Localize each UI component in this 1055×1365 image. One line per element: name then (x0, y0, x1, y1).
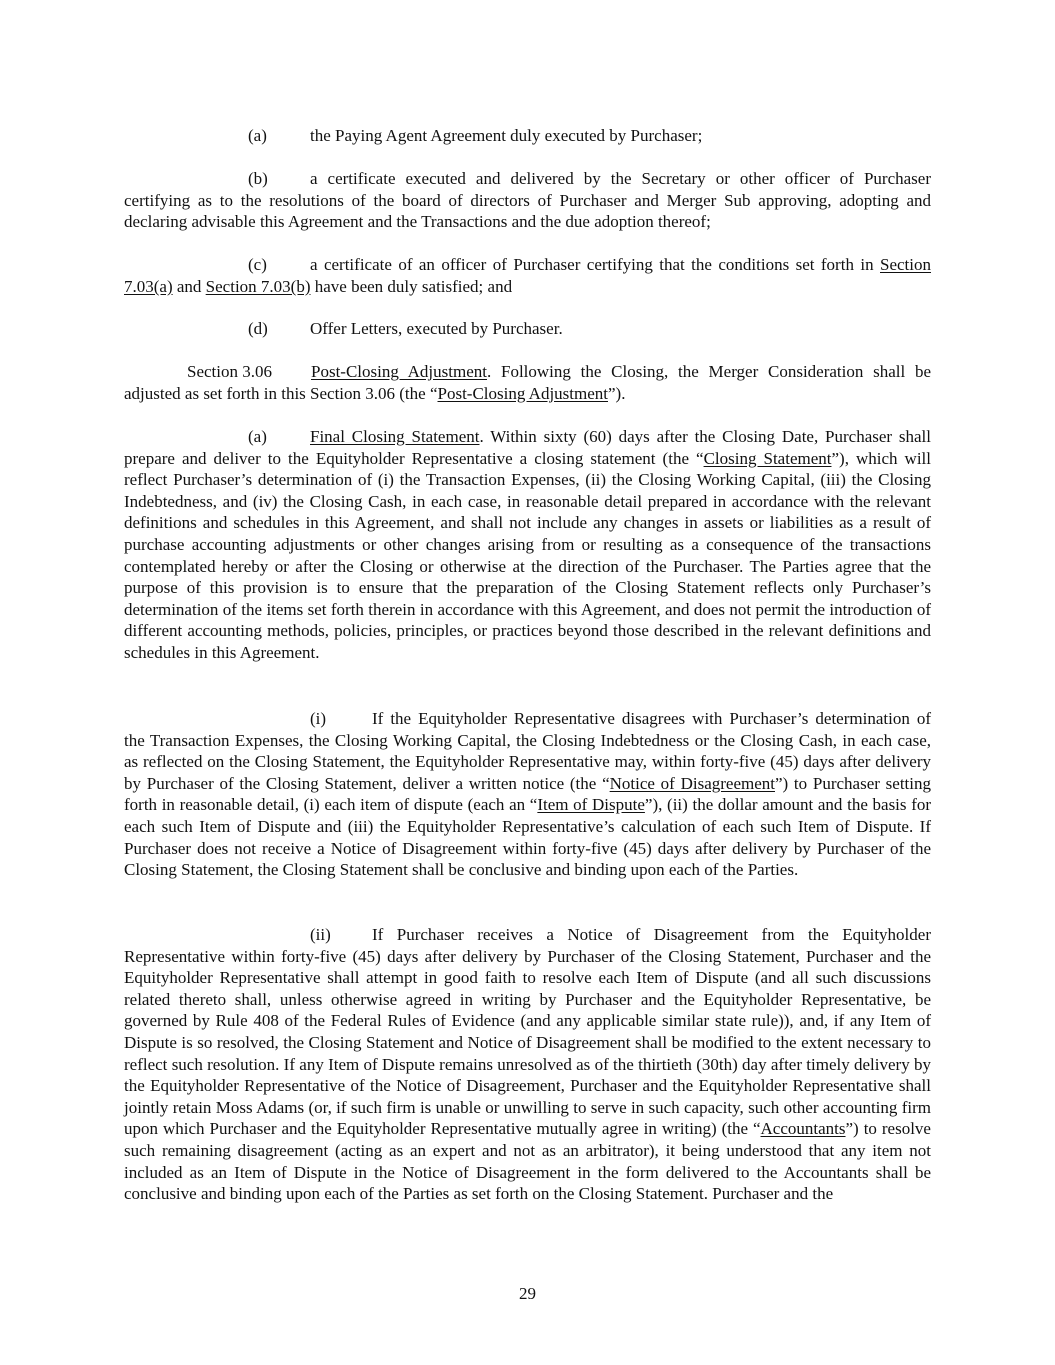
item-label: (a) (248, 126, 267, 145)
item-text: a certificate of an officer of Purchaser certifying that the conditions set forth in (310, 255, 880, 274)
final-closing-statement-paragraph (124, 426, 931, 664)
item-text: have been duly satisfied; and (310, 276, 513, 296)
section-text: . Following the Closing, the Merger Consideration shall be adjusted as set forth in this Section 3.06 (the “ (124, 362, 932, 403)
section-title: Post-Closing Adjustment (311, 362, 487, 381)
item-label: (c) (248, 255, 267, 274)
section-ref-7-03a[interactable]: Section 7.03(a) (124, 255, 931, 296)
paragraph-text: ”) to resolve such remaining disagreement (acting as an expert and not as an arbitrator), it being understood that any item not included as an Item of Dispute in the Notice of Disagreement in the form delivered to the Accountants shall be conclusive and binding upon each of the Parties as set forth on the Closing Statement. Purchaser and the (124, 1119, 931, 1204)
paragraph-text: . Within sixty (60) days after the Closing Date, Purchaser shall prepare and deliver to the Equityholder Representative a closing statement (the “ (124, 427, 931, 468)
item-label: (ii) (310, 925, 331, 944)
paragraph-text: ”), which will reflect Purchaser’s determination of (i) the Transaction Expenses, (ii) the Closing Working Capital, (iii) the Closing Indebtedness, and (iv) the Closing Cash, in each case, in reasonable detail prepared in accordance with the relevant definitions and schedules in this Agreement, and shall not include any changes in assets or liabilities as a result of purchase accounting adjustments or other changes arising from or resulting as a consequence of the transactions contemplated hereby or after the Closing or otherwise at the direction of the Purchaser. The Parties agree that the purpose of this provision is to ensure that the preparation of the Closing Statement reflects only Purchaser’s determination of the items set forth therein in accordance with this Agreement, and does not permit the introduction of different accounting methods, policies, principles, or practices beyond those described in the relevant definitions and schedules in this Agreement. (124, 448, 931, 662)
defined-term: Closing Statement (703, 448, 832, 468)
page-number: 29 (519, 1284, 536, 1303)
list-item-a (248, 125, 931, 147)
paragraph-text: If the Equityholder Representative disagrees with Purchaser’s determination of the Transaction Expenses, the Closing Working Capital, the Closing Indebtedness or the Closing Cash, in each case, as reflected on the Closing Statement, the Equityholder Representative may, within forty-five (45) days after delivery by Purchaser of the Closing Statement, deliver a written notice (the “ (124, 709, 931, 793)
item-label: (b) (248, 169, 268, 188)
defined-term: Post-Closing Adjustment (437, 383, 608, 403)
item-text: the Paying Agent Agreement duly executed by Purchaser; (310, 126, 703, 145)
paragraph-text: If Purchaser receives a Notice of Disagreement from the Equityholder Representative within forty-five (45) days after delivery by Purchaser of the Closing Statement, Purchaser and the Equityholder Representative shall attempt in good faith to resolve each Item of Dispute (and all such discussions related thereto shall, unless otherwise agreed in writing by Purchaser and the Equityholder Representative, be governed by Rule 408 of the Federal Rules of Evidence (and any applicable similar state rule)), and, if any Item of Dispute is so resolved, the Closing Statement and Notice of Disagreement shall be modified to the extent necessary to reflect such resolution. If any Item of Dispute remains unresolved as of the thirtieth (30th) day after timely delivery by the Equityholder Representative of the Notice of Disagreement, Purchaser and the Equityholder Representative shall jointly retain Moss Adams (or, if such firm is unable or unwilling to serve in such capacity, such other accounting firm upon which Purchaser and the Equityholder Representative mutually agree in writing) (the “ (124, 925, 931, 1139)
paragraph-text: ”), (ii) the dollar amount and the basis for each such Item of Dispute and (iii) the Equityholder Representative’s calculation of each such Item of Dispute. If Purchaser does not receive a Notice of Disagreement within forty-five (45) days after delivery by Purchaser of the Closing Statement, the Closing Statement shall be conclusive and binding upon each of the Parties. (124, 795, 932, 880)
section-3-06 (124, 361, 931, 404)
section-ref-7-03b[interactable]: Section 7.03(b) (205, 276, 311, 296)
section-text: ”). (608, 383, 626, 403)
list-item-d (248, 318, 931, 340)
subparagraph-ii (124, 924, 931, 1205)
list-item-b (124, 168, 931, 233)
item-text: a certificate executed and delivered by the Secretary or other officer of Purchaser certifying as to the resolutions of the board of directors of Purchaser and Merger Sub approving, adopting and declaring advisable this Agreement and the Transactions and the due adoption thereof; (124, 169, 931, 232)
section-number: Section 3.06 (187, 362, 272, 381)
item-text: Offer Letters, executed by Purchaser. (310, 319, 563, 338)
defined-term: Accountants (760, 1119, 846, 1139)
paragraph-text: ”) to Purchaser setting forth in reasonable detail, (i) each item of dispute (each an “ (124, 773, 931, 815)
list-item-c (124, 254, 931, 297)
item-label: (a) (248, 427, 267, 446)
item-label: (d) (248, 319, 268, 338)
defined-term: Notice of Disagreement (609, 773, 775, 793)
subparagraph-i (124, 708, 931, 881)
item-text: and (172, 276, 206, 296)
item-label: (i) (310, 709, 327, 728)
subsection-title: Final Closing Statement (310, 427, 480, 446)
defined-term: Item of Dispute (537, 795, 645, 815)
